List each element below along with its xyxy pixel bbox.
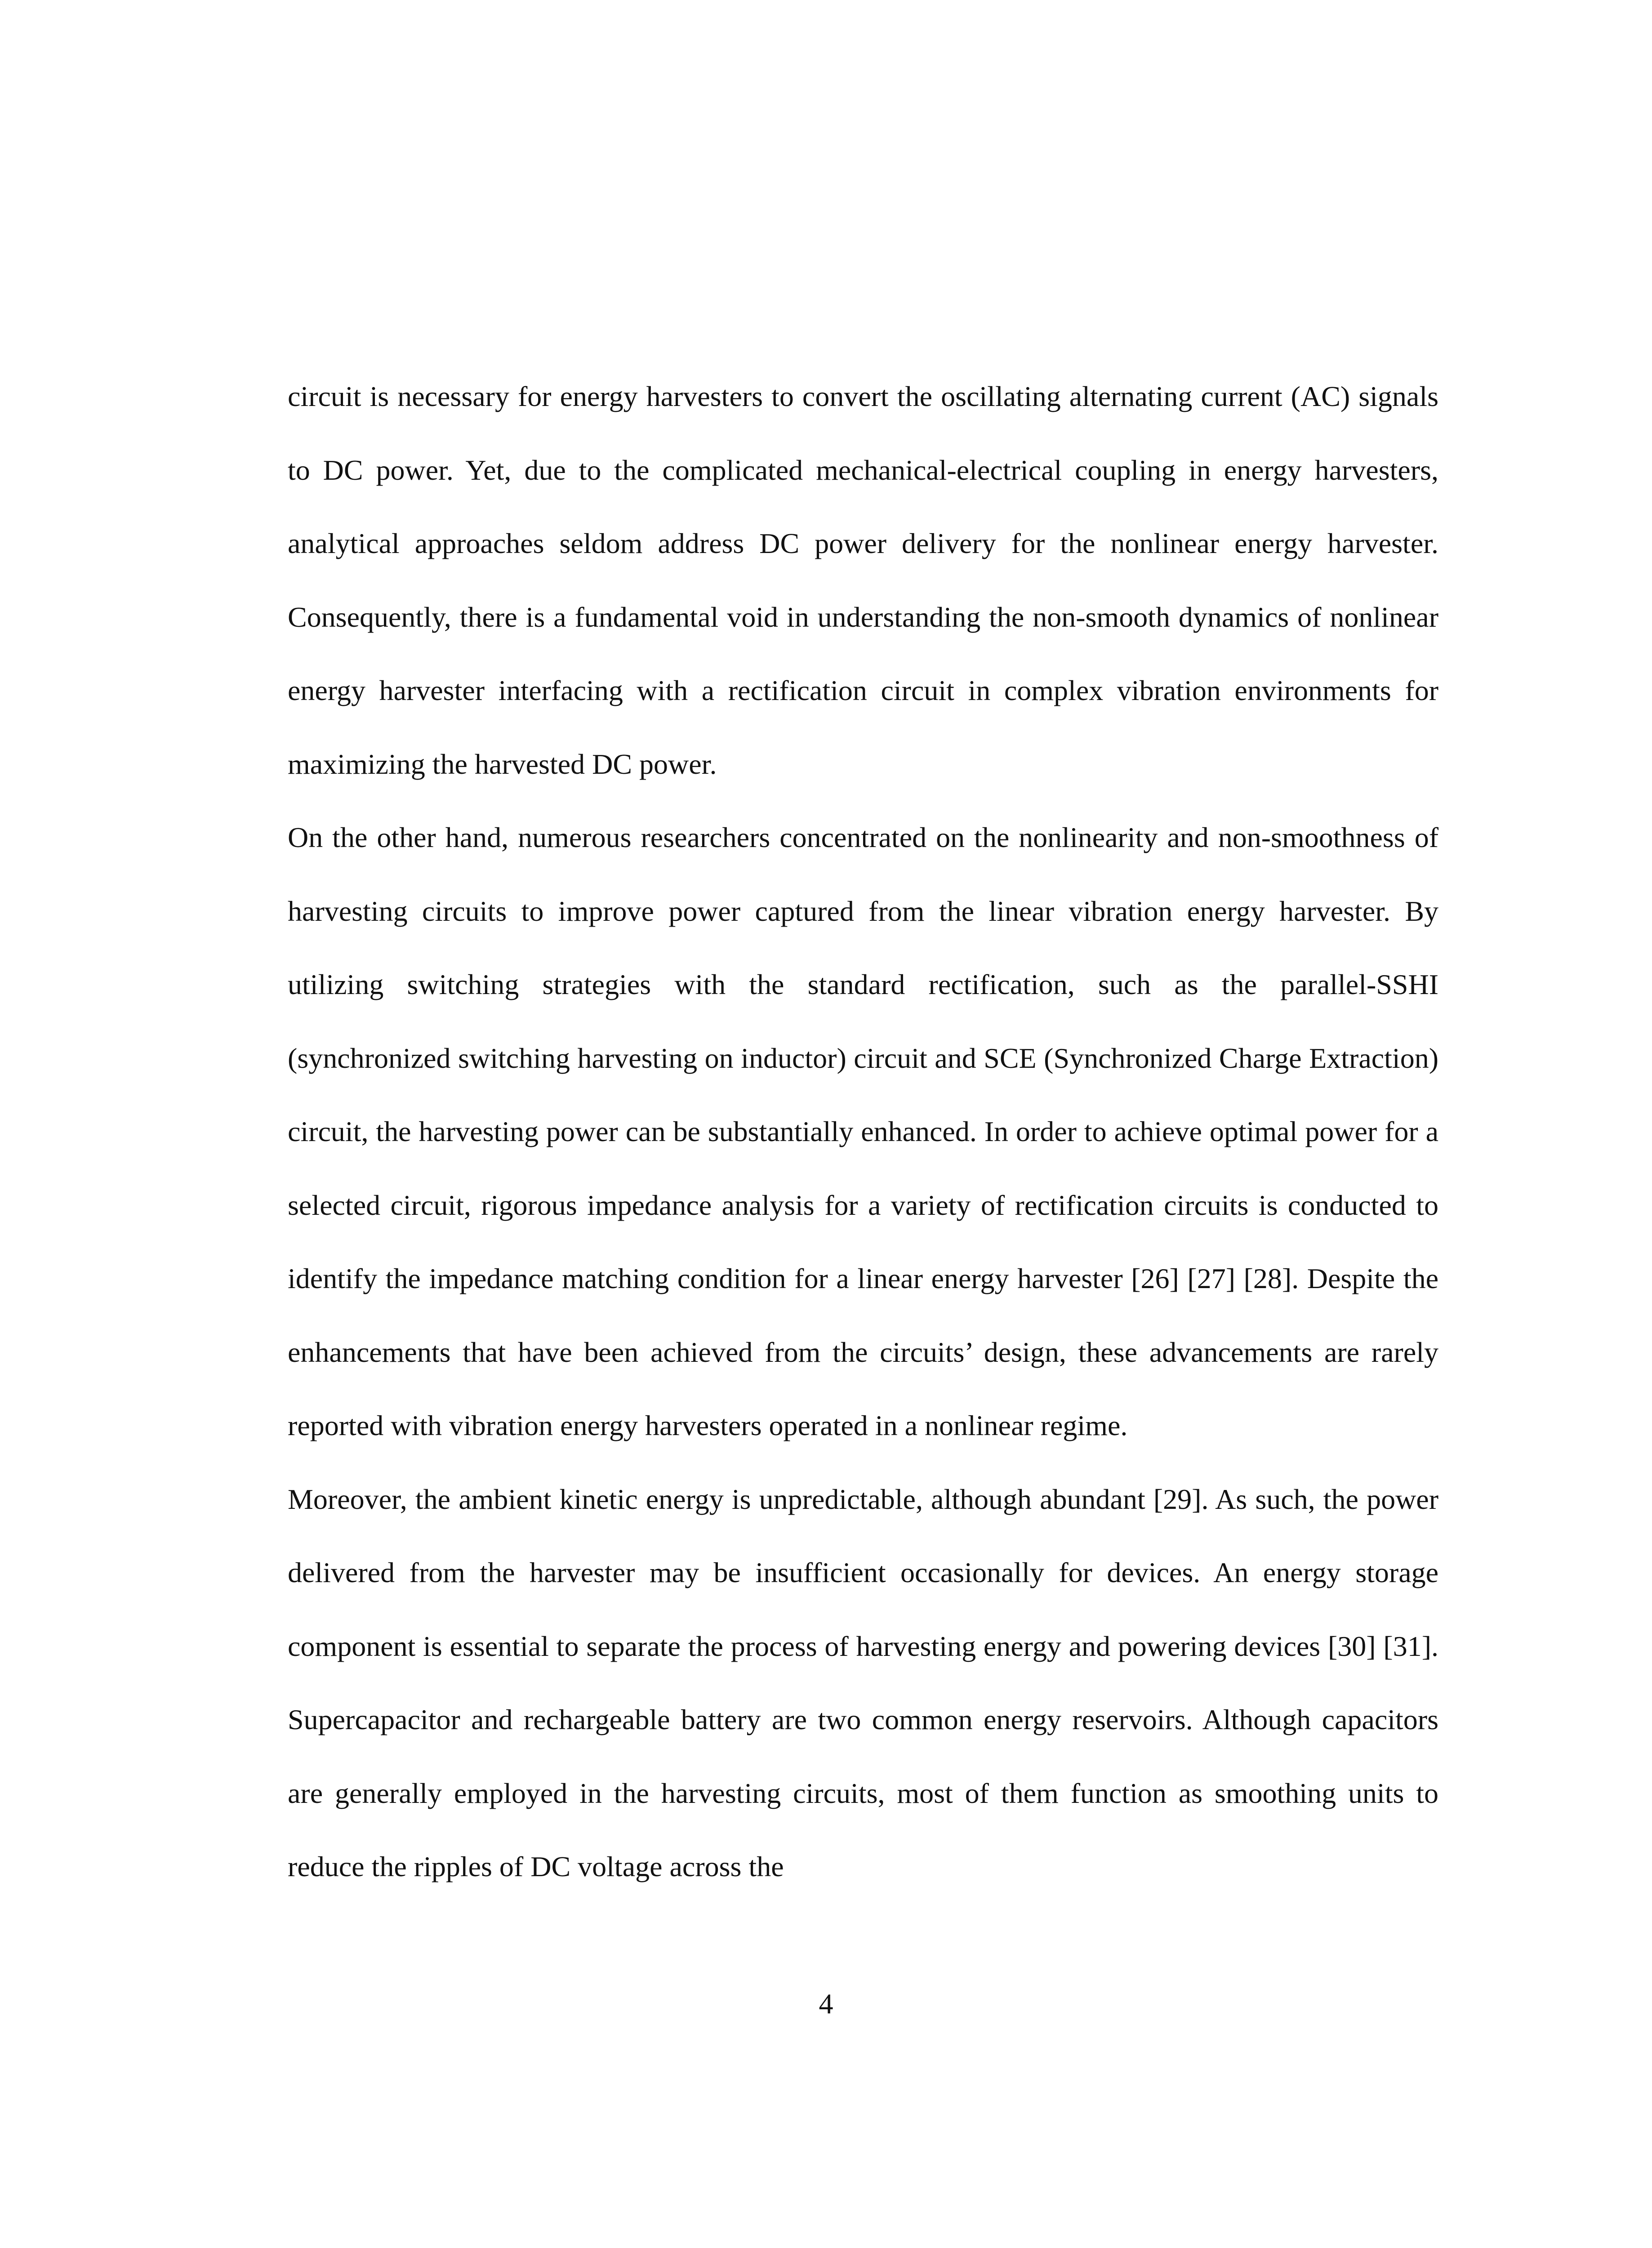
- paragraph-2: On the other hand, numerous researchers concentrated on the nonlinearity and non-smoothness of harvesting circuits to improve power captured from the linear vibration energy harvester. By utilizing switching strategies with the standard rectification, such as the parallel-SSHI (synchronized switching harvesting on inductor) circuit and SCE (Synchronized Charge Extraction) circuit, the harvesting power can be substantially enhanced. In order to achieve optimal power for a selected circuit, rigorous impedance analysis for a variety of rectification circuits is conducted to identify the impedance matching condition for a linear energy harvester [26] [27] [28]. Despite the enhancements that have been achieved from the circuits’ design, these advancements are rarely reported with vibration energy harvesters operated in a nonlinear regime.: [288, 821, 1438, 1441]
- page-number: 4: [819, 1988, 833, 2020]
- paragraph-3: Moreover, the ambient kinetic energy is unpredictable, although abundant [29]. As such, the power delivered from the harvester may be insufficient occasionally for devices. An energy storage component is essential to separate the process of harvesting energy and powering devices [30] [31]. Supercapacitor and rechargeable battery are two common energy reservoirs. Although capacitors are generally employed in the harvesting circuits, most of them function as smoothing units to reduce the ripples of DC voltage across the: [288, 1483, 1438, 1882]
- body-text: [288, 360, 1438, 1904]
- paragraph-1: circuit is necessary for energy harvesters to convert the oscillating alternating current (AC) signals to DC power. Yet, due to the complicated mechanical-electrical coupling in energy harvesters, analytical approaches seldom address DC power delivery for the nonlinear energy harvester. Consequently, there is a fundamental void in understanding the non-smooth dynamics of nonlinear energy harvester interfacing with a rectification circuit in complex vibration environments for maximizing the harvested DC power.: [288, 380, 1438, 780]
